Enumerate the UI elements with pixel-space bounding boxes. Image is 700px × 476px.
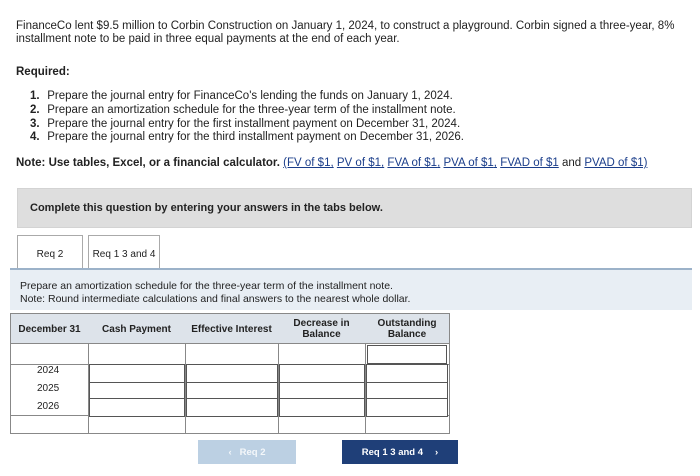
header-cash-payment: Cash Payment <box>102 323 171 335</box>
table-header <box>11 314 449 344</box>
link-pvad[interactable]: PVAD of $1) <box>584 157 648 169</box>
required-item: 1. Prepare the journal entry for FinanceCo's lending the funds on January 1, 2024. <box>30 90 453 102</box>
row-label-2026: 2026 <box>37 401 60 412</box>
link-fva[interactable]: FVA of $1 <box>387 157 438 169</box>
chevron-left-icon: ‹ <box>228 446 232 458</box>
header-outstanding-balance: Outstanding Balance <box>377 318 437 340</box>
required-heading: Required: <box>16 66 70 78</box>
prev-tab-label: Req 2 <box>239 446 266 458</box>
note-label: Note: Use tables, Excel, or a financial calculator. <box>16 157 280 169</box>
required-item: 3. Prepare the journal entry for the first installment payment on December 31, 2024. <box>30 117 461 130</box>
link-fvad[interactable]: FVAD of $1 <box>500 157 559 169</box>
prev-tab-button[interactable] <box>198 440 296 464</box>
effective-interest-2024-input[interactable] <box>186 364 278 383</box>
instructions-banner <box>17 188 692 228</box>
row-label-2024: 2024 <box>37 365 60 376</box>
chevron-right-icon: › <box>435 446 439 458</box>
problem-statement: FinanceCo lent $9.5 million to Corbin Construction on January 1, 2024, to construct a playground. Corbin signed a three-year, 8% installment note to be paid in three equal payments at the end of each year. <box>16 20 675 45</box>
outstanding-balance-initial-input[interactable] <box>367 345 447 364</box>
header-effective-interest: Effective Interest <box>191 323 272 335</box>
required-item: 4. Prepare the journal entry for the third installment payment on December 31, 2026. <box>30 131 464 144</box>
decrease-in-balance-2024-input[interactable] <box>279 364 365 383</box>
tab-req-1-3-and-4[interactable]: Req 1 3 and 4 <box>88 235 160 273</box>
link-fv[interactable]: (FV of $1 <box>283 157 331 169</box>
instructions-banner-text: Complete this question by entering your answers in the tabs below. <box>30 202 383 214</box>
cash-payment-2026-input[interactable] <box>89 398 185 417</box>
link-pv[interactable]: PV of $1 <box>336 157 382 169</box>
required-item: 2. Prepare an amortization schedule for the three-year term of the installment note. <box>30 103 456 116</box>
note-line: Note: Use tables, Excel, or a financial calculator. (FV of $1, PV of $1, FVA of $1, PVA of $1, FVAD of $1 and PVAD of $1) <box>16 157 648 169</box>
next-tab-button[interactable] <box>342 440 458 464</box>
amortization-table <box>10 313 450 434</box>
instruction-note: Note: Round intermediate calculations and final answers to the nearest whole dollar. <box>20 293 411 305</box>
decrease-in-balance-2026-input[interactable] <box>279 398 365 417</box>
tab-req-2[interactable]: Req 2 <box>17 235 83 273</box>
tab-instructions <box>10 268 692 310</box>
effective-interest-2026-input[interactable] <box>186 398 278 417</box>
row-label-2025: 2025 <box>37 383 60 394</box>
outstanding-balance-2026-input[interactable] <box>366 398 448 417</box>
outstanding-balance-2024-input[interactable] <box>366 364 448 383</box>
required-list <box>30 90 464 145</box>
next-tab-label: Req 1 3 and 4 <box>361 446 424 458</box>
cash-payment-2024-input[interactable] <box>89 364 185 383</box>
link-pva[interactable]: PVA of $1 <box>443 157 494 169</box>
instruction-line: Prepare an amortization schedule for the three-year term of the installment note. <box>20 280 393 292</box>
header-decrease-in-balance: Decrease in Balance <box>293 318 350 340</box>
header-december-31: December 31 <box>18 323 81 335</box>
note-and: and <box>561 157 582 169</box>
